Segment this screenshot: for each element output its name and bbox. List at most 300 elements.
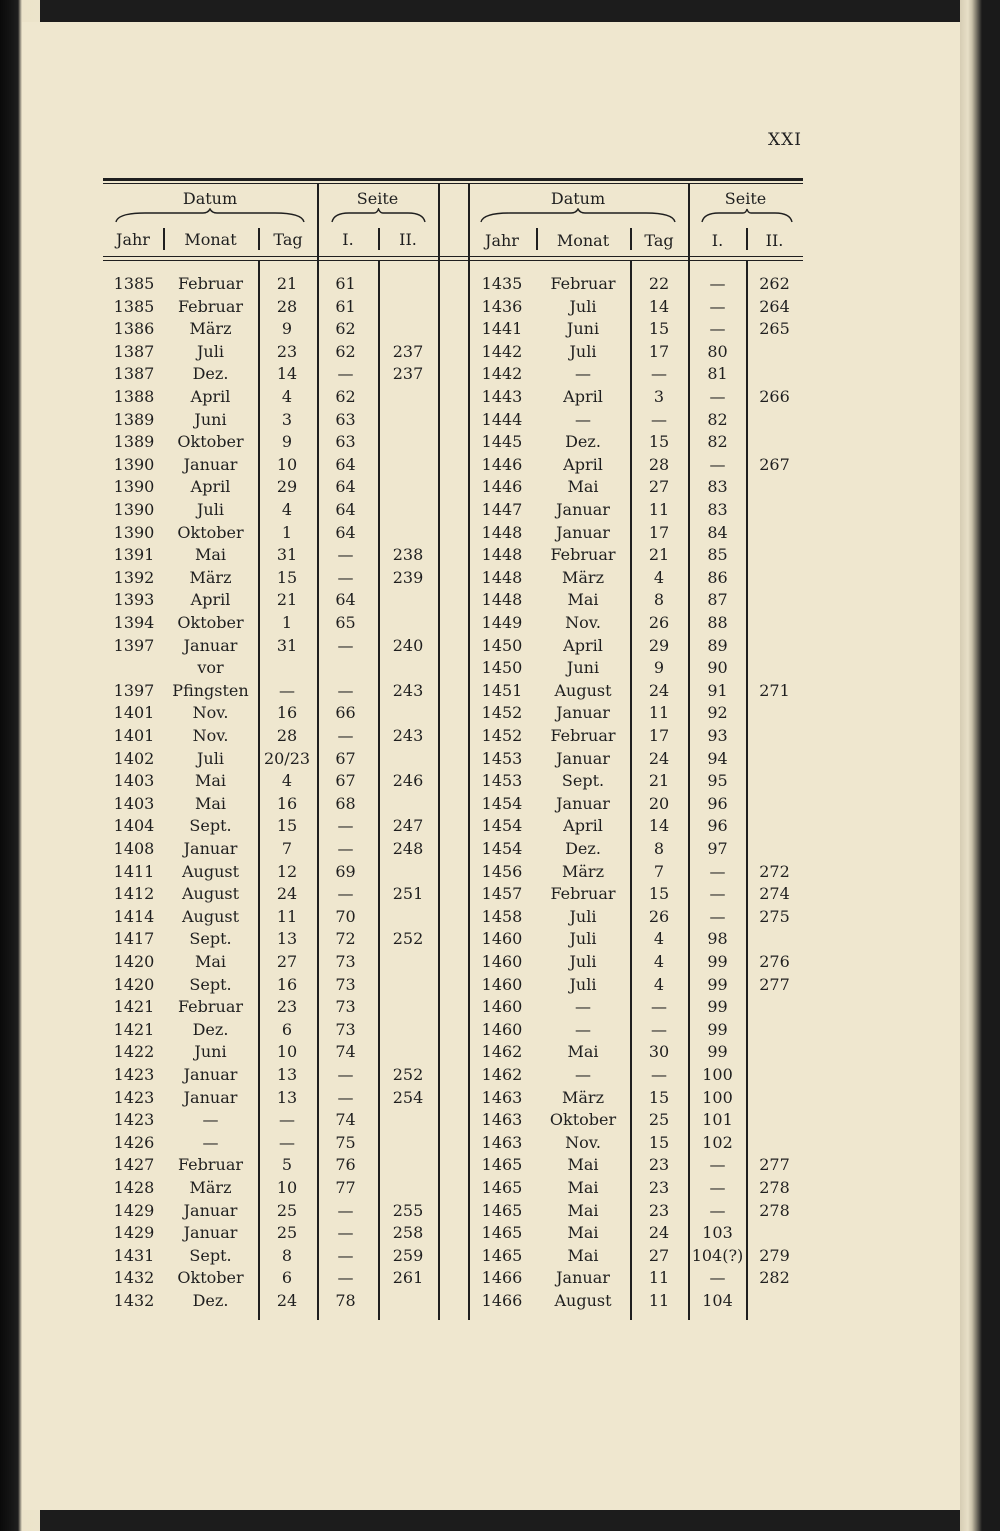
left-tag-cell: 13 xyxy=(276,1087,298,1107)
left-monat-cell: Pfingsten xyxy=(172,680,249,700)
right-seite-ii-cell: 267 xyxy=(759,454,790,474)
right-seite-ii-cell: 275 xyxy=(759,906,790,926)
right-jahr-cell: 1453 xyxy=(481,771,523,791)
right-tag-cell: — xyxy=(651,1019,667,1039)
left-seite-i-cell: 62 xyxy=(335,319,356,339)
right-jahr-cell: 1448 xyxy=(481,590,523,610)
right-jahr-cell: 1460 xyxy=(481,929,523,949)
right-jahr-cell: 1448 xyxy=(481,545,523,565)
right-seite-i-cell: 83 xyxy=(707,477,728,497)
left-seite-ii-cell: 247 xyxy=(392,816,424,836)
left-seite-i-cell: — xyxy=(337,635,354,655)
left-monat-cell: Dez. xyxy=(192,1019,229,1039)
right-tag-cell: 11 xyxy=(648,1268,670,1288)
right-seite-i-cell: 84 xyxy=(707,522,728,542)
right-seite-i-cell: 103 xyxy=(702,1223,733,1243)
seite-brace-right xyxy=(701,208,793,224)
right-seite-i-cell: — xyxy=(709,1268,726,1288)
right-seite-i-cell: 82 xyxy=(707,409,728,429)
left-seite-i-cell: — xyxy=(337,726,354,745)
right-seite-ii-cell: 277 xyxy=(759,1155,790,1175)
right-monat-cell: Juli xyxy=(569,952,597,971)
right-tag-cell: 4 xyxy=(653,952,665,971)
right-seite-i-cell: 99 xyxy=(707,1042,728,1062)
left-tag-cell: 9 xyxy=(281,319,293,339)
left-jahr-cell: 1390 xyxy=(113,500,155,519)
right-jahr-cell: 1463 xyxy=(481,1087,523,1107)
right-tag-cell: 26 xyxy=(648,906,670,926)
left-jahr-cell: 1420 xyxy=(113,952,155,971)
right-monat-cell: August xyxy=(554,1291,612,1310)
right-jahr-cell: 1446 xyxy=(481,454,523,474)
col-seite-ii-left: II. xyxy=(399,230,417,249)
left-monat-cell: Januar xyxy=(183,1223,238,1243)
right-jahr-cell: 1463 xyxy=(481,1110,523,1130)
right-jahr-cell: 1454 xyxy=(481,816,523,836)
right-tag-cell: 23 xyxy=(648,1155,670,1175)
left-monat-cell: Juni xyxy=(194,1042,227,1062)
left-tag-cell: 20/23 xyxy=(263,748,311,768)
col-seite-ii-right: II. xyxy=(765,231,784,250)
right-jahr-cell: 1457 xyxy=(481,884,523,904)
right-seite-i-cell: 89 xyxy=(707,635,728,655)
right-tag-cell: 14 xyxy=(648,296,670,316)
left-jahr-cell: 1432 xyxy=(113,1291,155,1310)
right-tag-cell: 26 xyxy=(648,613,670,632)
right-tag-cell: — xyxy=(651,1065,667,1084)
right-seite-i-cell: 94 xyxy=(707,748,728,768)
left-tag-cell: 14 xyxy=(276,364,298,384)
right-seite-ii-cell: 278 xyxy=(759,1178,790,1197)
left-monat-cell: Sept. xyxy=(189,929,232,949)
right-tag-cell: 7 xyxy=(653,861,665,881)
left-jahr-cell: 1401 xyxy=(113,703,155,723)
left-tag-cell: 10 xyxy=(276,1178,298,1197)
right-seite-i-cell: 96 xyxy=(707,816,728,836)
left-monat-cell: vor xyxy=(197,658,224,678)
left-jahr-cell: 1392 xyxy=(113,567,155,587)
right-jahr-cell: 1454 xyxy=(481,839,523,858)
left-tag-cell: 3 xyxy=(281,409,293,429)
left-tag-cell: 16 xyxy=(276,793,298,813)
left-seite-i-cell: — xyxy=(337,1087,354,1107)
right-jahr-cell: 1462 xyxy=(481,1065,523,1084)
left-tag-cell: 9 xyxy=(281,432,293,452)
left-jahr-cell: 1422 xyxy=(113,1042,155,1062)
header-rule xyxy=(103,256,803,257)
right-tag-cell: 9 xyxy=(653,658,665,678)
left-seite-i-cell: 78 xyxy=(335,1291,356,1310)
right-monat-cell: Februar xyxy=(550,274,616,293)
right-seite-i-cell: 81 xyxy=(707,364,728,384)
right-tag-cell: 30 xyxy=(648,1042,670,1062)
left-seite-i-cell: 69 xyxy=(335,861,356,881)
left-jahr-cell: 1390 xyxy=(113,522,155,542)
left-tag-cell: 21 xyxy=(276,274,298,293)
left-seite-i-cell: 62 xyxy=(335,341,356,361)
left-monat-cell: Oktober xyxy=(177,613,244,632)
left-monat-cell: Juni xyxy=(194,409,227,429)
right-monat-cell: Juli xyxy=(569,929,597,949)
left-seite-i-cell: 64 xyxy=(335,477,356,497)
right-jahr-cell: 1460 xyxy=(481,1019,523,1039)
left-jahr-cell: 1421 xyxy=(113,1019,155,1039)
left-jahr-cell: 1402 xyxy=(113,748,155,768)
left-seite-i-cell: — xyxy=(337,839,354,858)
right-monat-cell: Januar xyxy=(556,793,610,813)
col-jahr-right: Jahr xyxy=(485,231,519,250)
left-monat-cell: April xyxy=(190,387,231,406)
left-jahr-cell: 1387 xyxy=(113,341,155,361)
left-tag-cell: 24 xyxy=(276,884,298,904)
left-monat-cell: April xyxy=(190,477,231,497)
left-seite-i-cell: — xyxy=(337,1200,354,1220)
right-seite-i-cell: 93 xyxy=(707,726,728,745)
right-jahr-cell: 1460 xyxy=(481,997,523,1017)
right-seite-i-cell: 104 xyxy=(702,1291,733,1310)
left-tag-cell: 7 xyxy=(281,839,293,858)
left-jahr-cell: 1403 xyxy=(113,793,155,813)
left-seite-i-cell: — xyxy=(337,545,354,565)
left-tag-cell: 10 xyxy=(276,454,298,474)
right-monat-cell: April xyxy=(563,387,603,406)
left-jahr-cell: 1414 xyxy=(113,906,155,926)
right-monat-cell: Nov. xyxy=(565,613,601,632)
right-seite-ii-cell: 265 xyxy=(759,319,790,339)
right-jahr-cell: 1465 xyxy=(481,1245,523,1265)
right-seite-i-cell: — xyxy=(709,1155,726,1175)
right-tag-cell: 15 xyxy=(648,1087,670,1107)
right-monat-cell: März xyxy=(562,861,604,881)
right-monat-cell: Juni xyxy=(566,319,600,339)
right-jahr-cell: 1454 xyxy=(481,793,523,813)
left-seite-i-cell: — xyxy=(337,816,354,836)
left-seite-i-cell: 75 xyxy=(335,1132,356,1152)
left-jahr-cell: 1408 xyxy=(113,839,155,858)
right-monat-cell: Mai xyxy=(567,1178,599,1197)
right-tag-cell: — xyxy=(651,997,667,1017)
left-seite-i-cell: — xyxy=(337,1065,354,1084)
right-monat-cell: Sept. xyxy=(561,771,605,791)
left-tag-cell: 27 xyxy=(276,952,298,971)
right-tag-cell: 22 xyxy=(648,274,670,293)
right-jahr-cell: 1448 xyxy=(481,567,523,587)
right-monat-cell: August xyxy=(554,680,612,700)
header-rule-thin xyxy=(103,260,803,261)
left-tag-cell: 24 xyxy=(276,1291,298,1310)
left-jahr-cell: 1431 xyxy=(113,1245,155,1265)
right-monat-cell: Januar xyxy=(556,1268,610,1288)
right-tag-cell: 29 xyxy=(648,635,670,655)
left-monat-cell: Juli xyxy=(197,341,224,361)
left-seite-i-cell: — xyxy=(337,680,354,700)
left-jahr-cell: 1391 xyxy=(113,545,155,565)
right-jahr-cell: 1442 xyxy=(481,364,523,384)
left-tag-cell: 21 xyxy=(276,590,298,610)
left-jahr-cell: 1412 xyxy=(113,884,155,904)
left-jahr-cell: 1385 xyxy=(113,274,155,293)
right-tag-cell: 17 xyxy=(648,726,670,745)
right-monat-cell: Februar xyxy=(550,884,616,904)
right-monat-cell: April xyxy=(563,635,603,655)
right-jahr-cell: 1451 xyxy=(481,680,523,700)
col-seite-i-right: I. xyxy=(711,231,724,250)
left-monat-cell: Mai xyxy=(194,793,227,813)
right-tag-cell: 21 xyxy=(648,771,670,791)
right-tag-cell: 27 xyxy=(648,477,670,497)
left-seite-i-cell: 64 xyxy=(335,454,356,474)
right-seite-ii-cell: 266 xyxy=(759,387,790,406)
right-monat-cell: Juli xyxy=(569,296,597,316)
left-monat-cell: Sept. xyxy=(189,974,232,994)
right-jahr-cell: 1436 xyxy=(481,296,523,316)
left-jahr-cell: 1385 xyxy=(113,296,155,316)
right-jahr-cell: 1458 xyxy=(481,906,523,926)
right-seite-i-cell: — xyxy=(709,906,726,926)
left-seite-ii-cell: 238 xyxy=(392,545,424,565)
right-seite-i-cell: 99 xyxy=(707,997,728,1017)
right-seite-i-cell: — xyxy=(709,861,726,881)
left-jahr-cell: 1394 xyxy=(113,613,155,632)
left-jahr-cell: 1397 xyxy=(113,680,155,700)
right-jahr-cell: 1465 xyxy=(481,1155,523,1175)
right-tag-cell: 11 xyxy=(648,1291,670,1310)
right-monat-cell: Oktober xyxy=(549,1110,617,1130)
right-seite-i-cell: — xyxy=(709,387,726,406)
right-tag-cell: 4 xyxy=(653,567,665,587)
left-monat-cell: Februar xyxy=(177,274,244,293)
left-jahr-cell: 1403 xyxy=(113,771,155,791)
right-seite-i-cell: 100 xyxy=(702,1087,733,1107)
col-monat-left: Monat xyxy=(184,230,237,249)
right-seite-ii-cell: 272 xyxy=(759,861,790,881)
left-monat-cell: — xyxy=(202,1132,219,1152)
right-seite-i-cell: 92 xyxy=(707,703,728,723)
left-jahr-cell: 1432 xyxy=(113,1268,155,1288)
left-monat-cell: Dez. xyxy=(192,364,229,384)
left-monat-cell: Januar xyxy=(183,839,238,858)
right-monat-cell: Mai xyxy=(567,1155,599,1175)
left-monat-cell: Februar xyxy=(177,296,244,316)
left-seite-ii-cell: 243 xyxy=(392,726,424,745)
seite-brace-left xyxy=(331,208,426,224)
right-monat-cell: Dez. xyxy=(565,432,601,452)
right-monat-cell: Nov. xyxy=(565,1132,601,1152)
left-seite-i-cell: 73 xyxy=(335,1019,356,1039)
left-seite-i-cell: 63 xyxy=(335,409,356,429)
left-seite-ii-cell: 258 xyxy=(392,1223,424,1243)
left-monat-cell: Mai xyxy=(194,545,227,565)
right-seite-ii-cell: 271 xyxy=(759,680,790,700)
left-tag-cell: 6 xyxy=(281,1019,293,1039)
right-tag-cell: 11 xyxy=(648,703,670,723)
left-tag-cell: 4 xyxy=(281,500,293,519)
left-seite-i-cell: 73 xyxy=(335,952,356,971)
left-seite-i-cell: 74 xyxy=(335,1042,356,1062)
right-seite-i-cell: 90 xyxy=(707,658,728,678)
left-seite-i-cell: 64 xyxy=(335,590,356,610)
right-monat-cell: Februar xyxy=(550,726,616,745)
left-seite-i-cell: 64 xyxy=(335,522,356,542)
col-tag-left: Tag xyxy=(273,230,303,249)
right-tag-cell: 15 xyxy=(648,319,670,339)
left-tag-cell: 4 xyxy=(281,771,293,791)
right-tag-cell: 25 xyxy=(648,1110,670,1130)
left-monat-cell: April xyxy=(190,590,231,610)
left-seite-i-cell: 62 xyxy=(335,387,356,406)
date-index-table xyxy=(103,178,803,1320)
left-seite-i-cell: — xyxy=(337,884,354,904)
right-seite-i-cell: 86 xyxy=(707,567,728,587)
right-monat-cell: Mai xyxy=(567,590,599,610)
page-number: XXI xyxy=(768,130,802,150)
left-seite-i-cell: 73 xyxy=(335,997,356,1017)
right-jahr-cell: 1435 xyxy=(481,274,523,293)
right-monat-cell: März xyxy=(562,1087,604,1107)
left-monat-cell: Februar xyxy=(177,997,244,1017)
right-jahr-cell: 1466 xyxy=(481,1291,523,1310)
right-seite-i-cell: 85 xyxy=(707,545,728,565)
left-jahr-cell: 1423 xyxy=(113,1087,155,1107)
left-seite-ii-cell: 255 xyxy=(392,1200,424,1220)
top-rule xyxy=(103,178,803,181)
seite-header-left: Seite xyxy=(356,189,399,208)
left-seite-i-cell: 77 xyxy=(335,1178,356,1197)
right-seite-i-cell: — xyxy=(709,274,726,293)
right-seite-ii-cell: 277 xyxy=(759,974,790,994)
left-tag-cell: 25 xyxy=(276,1223,298,1243)
left-monat-cell: August xyxy=(181,906,240,926)
right-seite-i-cell: 97 xyxy=(707,839,728,858)
right-seite-i-cell: — xyxy=(709,1178,726,1197)
left-jahr-cell: 1428 xyxy=(113,1178,155,1197)
left-tag-cell: 15 xyxy=(276,816,298,836)
left-tag-cell: 5 xyxy=(281,1155,293,1175)
right-jahr-cell: 1450 xyxy=(481,635,523,655)
right-monat-cell: Mai xyxy=(567,1200,599,1220)
right-seite-i-cell: 100 xyxy=(702,1065,733,1084)
left-monat-cell: August xyxy=(181,884,240,904)
left-monat-cell: — xyxy=(202,1110,219,1130)
top-rule-thin xyxy=(103,183,803,184)
left-monat-cell: Oktober xyxy=(177,432,244,452)
left-monat-cell: August xyxy=(181,861,240,881)
left-tag-cell: 15 xyxy=(276,567,298,587)
left-tag-cell: 29 xyxy=(276,477,298,497)
left-seite-i-cell: — xyxy=(337,1245,354,1265)
right-tag-cell: 8 xyxy=(653,590,665,610)
right-monat-cell: April xyxy=(563,454,603,474)
left-tag-cell: 16 xyxy=(276,703,298,723)
left-tag-cell: 31 xyxy=(276,545,298,565)
right-jahr-cell: 1456 xyxy=(481,861,523,881)
right-jahr-cell: 1453 xyxy=(481,748,523,768)
left-seite-ii-cell: 243 xyxy=(392,680,424,700)
left-seite-i-cell: 70 xyxy=(335,906,356,926)
right-monat-cell: — xyxy=(575,1019,591,1039)
right-jahr-cell: 1443 xyxy=(481,387,523,406)
left-monat-cell: Nov. xyxy=(192,726,229,745)
seite-header-right: Seite xyxy=(724,189,767,208)
left-monat-cell: Oktober xyxy=(177,1268,244,1288)
left-tag-cell: — xyxy=(279,680,295,700)
left-jahr-cell: 1423 xyxy=(113,1110,155,1130)
left-seite-ii-cell: 240 xyxy=(392,635,424,655)
left-jahr-cell: 1387 xyxy=(113,364,155,384)
book-edge-right xyxy=(960,0,1000,1531)
left-tag-cell: 4 xyxy=(281,387,293,406)
right-tag-cell: — xyxy=(651,364,667,384)
right-tag-cell: 8 xyxy=(653,839,665,858)
left-seite-ii-cell: 259 xyxy=(392,1245,424,1265)
right-tag-cell: 14 xyxy=(648,816,670,836)
left-tag-cell: 6 xyxy=(281,1268,293,1288)
left-monat-cell: Nov. xyxy=(192,703,229,723)
left-jahr-cell: 1390 xyxy=(113,477,155,497)
right-tag-cell: 17 xyxy=(648,522,670,542)
left-seite-ii-cell: 261 xyxy=(392,1268,424,1288)
left-monat-cell: Mai xyxy=(194,952,227,971)
left-tag-cell: 1 xyxy=(281,613,293,632)
left-tag-cell: — xyxy=(279,1132,295,1152)
right-tag-cell: 27 xyxy=(648,1245,670,1265)
left-jahr-cell: 1411 xyxy=(113,861,155,881)
left-seite-ii-cell: 246 xyxy=(392,771,424,791)
left-jahr-cell: 1423 xyxy=(113,1065,155,1084)
right-monat-cell: Mai xyxy=(567,1042,599,1062)
right-jahr-cell: 1460 xyxy=(481,952,523,971)
left-seite-i-cell: 61 xyxy=(335,274,356,293)
left-seite-i-cell: 64 xyxy=(335,500,356,519)
left-monat-cell: März xyxy=(189,319,232,339)
left-tag-cell: 16 xyxy=(276,974,298,994)
left-seite-i-cell: 63 xyxy=(335,432,356,452)
right-monat-cell: Januar xyxy=(556,500,610,519)
right-monat-cell: Juli xyxy=(569,974,597,994)
right-seite-ii-cell: 282 xyxy=(759,1268,790,1288)
right-seite-i-cell: — xyxy=(709,1200,726,1220)
left-tag-cell: 13 xyxy=(276,929,298,949)
right-tag-cell: 23 xyxy=(648,1200,670,1220)
left-monat-cell: Mai xyxy=(194,771,227,791)
left-jahr-cell: 1389 xyxy=(113,409,155,429)
right-jahr-cell: 1465 xyxy=(481,1178,523,1197)
left-seite-ii-cell: 252 xyxy=(392,1065,424,1084)
right-jahr-cell: 1465 xyxy=(481,1200,523,1220)
datum-brace-left xyxy=(115,208,305,224)
right-seite-i-cell: 83 xyxy=(707,500,728,519)
left-monat-cell: Januar xyxy=(183,454,238,474)
left-monat-cell: Oktober xyxy=(177,522,244,542)
right-monat-cell: — xyxy=(575,997,591,1017)
col-jahr-left: Jahr xyxy=(116,230,150,249)
left-jahr-cell: 1397 xyxy=(113,635,155,655)
left-tag-cell: 11 xyxy=(276,906,298,926)
right-jahr-cell: 1466 xyxy=(481,1268,523,1288)
right-tag-cell: 24 xyxy=(648,680,670,700)
right-tag-cell: 15 xyxy=(648,1132,670,1152)
right-monat-cell: Mai xyxy=(567,1245,599,1265)
left-tag-cell: 1 xyxy=(281,522,293,542)
right-seite-i-cell: 104(?) xyxy=(691,1245,744,1265)
right-seite-i-cell: — xyxy=(709,296,726,316)
right-seite-i-cell: — xyxy=(709,884,726,904)
left-monat-cell: Januar xyxy=(183,1200,238,1220)
right-monat-cell: — xyxy=(575,409,591,429)
right-monat-cell: Februar xyxy=(550,545,616,565)
right-monat-cell: Dez. xyxy=(565,839,601,858)
right-monat-cell: Januar xyxy=(556,522,610,542)
